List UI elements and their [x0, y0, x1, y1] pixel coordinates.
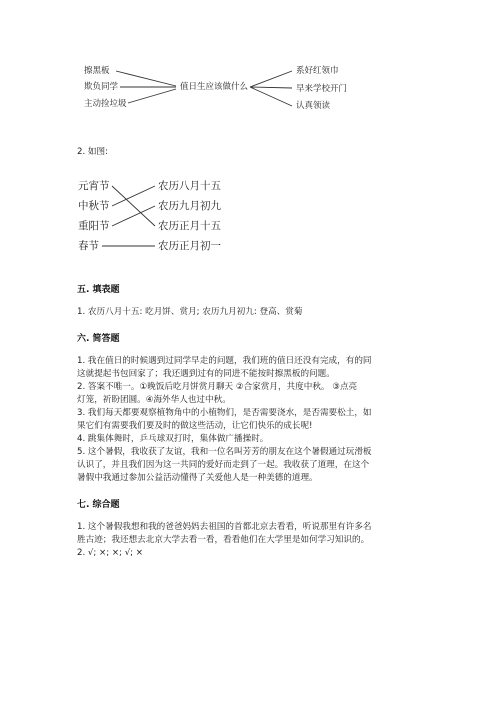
answer-line: 2. 答案不唯一。①晚饭后吃月饼赏月聊天 ②合家赏月，共度中秋。 ③点亮: [77, 382, 358, 392]
answer-line: 这就提起书包回家了；我还遇到过有的同进不能按时擦黑板的问题。: [77, 369, 335, 379]
answer-line: 胜古迹；我还想去北京大学去看一看，看看他们在大学里是如何学习知识的。: [77, 535, 370, 545]
duty-right-item: 认真领读: [296, 101, 331, 111]
answer-line: 1. 我在值日的时候遇到过同学早走的问题，我们班的值日还没有完成，有的同: [77, 356, 372, 366]
answer-line: 4. 跳集体舞时，乒乓球双打时，集体做广播操时。: [77, 434, 269, 444]
answer-line: 5. 这个暑假，我收获了友谊，我和一位名叫芳芳的朋友在这个暑假通过玩滑板: [77, 447, 372, 457]
duty-right-item: 早来学校开门: [296, 84, 348, 94]
section-heading: 六. 简答题: [77, 334, 120, 344]
answer-line: 认识了，并且我们因为这一共同的爱好而走到了一起。我收获了道理，在这个: [77, 460, 370, 470]
festival-item: 重阳节: [78, 220, 110, 232]
lunar-date-item: 农历八月十五: [158, 180, 221, 192]
lunar-date-item: 农历九月初九: [158, 200, 221, 212]
duty-left-item: 擦黑板: [84, 66, 110, 76]
answer-line: 2. √; ×; ×; √; ×: [77, 548, 143, 558]
duty-center: 值日生应该做什么: [180, 82, 249, 92]
duty-right-item: 系好红领巾: [296, 66, 339, 76]
lunar-date-item: 农历正月十五: [158, 220, 221, 232]
answer-line: 灯笼，祈盼团圆。④海外华人也过中秋。: [77, 395, 231, 405]
festival-item: 中秋节: [78, 200, 110, 212]
diagram-festivals-lines: [0, 0, 500, 260]
duty-left-item: 主动捡垃圾: [84, 99, 127, 109]
lunar-date-item: 农历正月初一: [158, 240, 221, 252]
section-heading: 七. 综合题: [77, 500, 120, 510]
duty-left-item: 欺负同学: [84, 82, 119, 92]
festival-item: 元宵节: [78, 180, 110, 192]
answer-line: 1. 农历八月十五: 吃月饼、赏月; 农历九月初九: 登高、赏菊: [77, 307, 303, 317]
festival-item: 春节: [78, 240, 99, 252]
section-heading: 五. 填表题: [77, 285, 120, 295]
answer-line: 果它们有需要我们要及时的做这些活动，让它们快乐的成长呢!: [77, 421, 313, 431]
answer-line: 3. 我们每天都要观察植物角中的小植物们，是否需要浇水，是否需要松土，如: [77, 408, 372, 418]
question-2-label: 2. 如图:: [77, 147, 109, 157]
answer-line: 暑假中我通过参加公益活动懂得了关爱他人是一种美德的道理。: [77, 473, 318, 483]
answer-line: 1. 这个暑假我想和我的爸爸妈妈去祖国的首都北京去看看，听说那里有许多名: [77, 522, 372, 532]
